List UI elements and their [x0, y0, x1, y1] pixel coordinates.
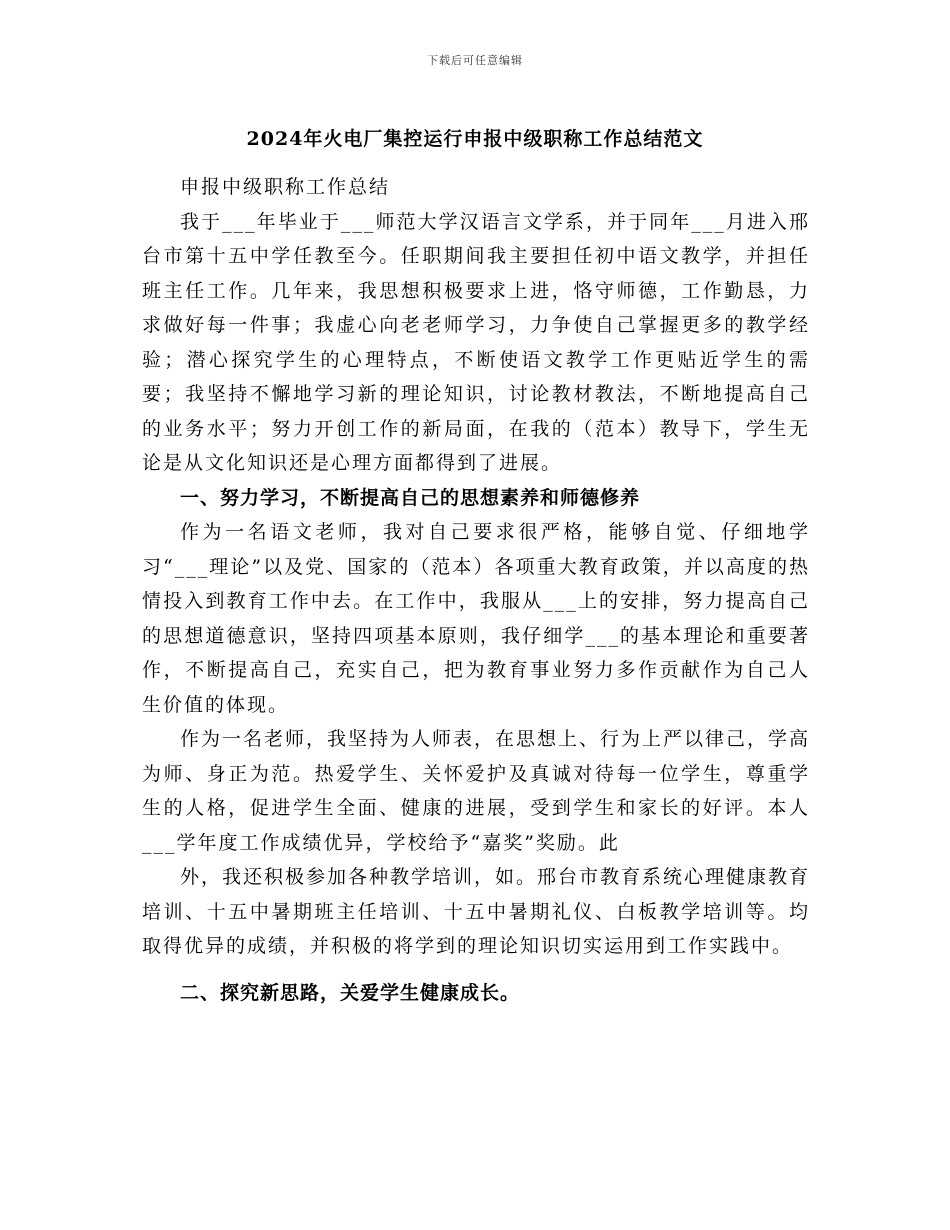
subtitle-paragraph: 申报中级职称工作总结	[180, 176, 391, 198]
header-note: 下载后可任意编辑	[427, 54, 523, 67]
document-body	[142, 170, 810, 1010]
section-heading-2: 二、探究新思路，关爱学生健康成长。	[180, 981, 521, 1004]
intro-paragraph: 我于___年毕业于___师范大学汉语言文学系，并于同年___月进入邢台市第十五中学任教至今。任职期间我主要担任初中语文教学，并担任班主任工作。几年来，我思想积极要求上进，恪守师德，工作勤恳，力求做好每一件事；我虚心向老老师学习，力争使自己掌握更多的教学经验；潜心探究学生的心理特点，不断使语文教学工作更贴近学生的需要；我坚持不懈地学习新的理论知识，讨论教材教法，不断地提高自己的业务水平；努力开创工作的新局面，在我的（范本）教导下，学生无论是从文化知识还是心理方面都得到了进展。	[142, 210, 810, 474]
body-paragraph: 作为一名老师，我坚持为人师表，在思想上、行为上严以律己，学高为师、身正为范。热爱学生、关怀爱护及真诚对待每一位学生，尊重学生的人格，促进学生全面、健康的进展，受到学生和家长的好评。本人___学年度工作成绩优异，学校给予“嘉奖”奖励。此	[142, 728, 811, 854]
body-paragraph: 作为一名语文老师，我对自己要求很严格，能够自觉、仔细地学习“___理论”以及党、国家的（范本）各项重大教育政策，并以高度的热情投入到教育工作中去。在工作中，我服从___上的安排，努力提高自己的思想道德意识，坚持四项基本原则，我仔细学___的基本理论和重要著作，不断提高自己，充实自己，把为教育事业努力多作贡献作为自己人生价值的体现。	[142, 521, 810, 716]
document-title: 2024年火电厂集控运行申报中级职称工作总结范文	[246, 128, 704, 150]
body-paragraph: 外，我还积极参加各种教学培训，如。邢台市教育系统心理健康教育培训、十五中暑期班主任培训、十五中暑期礼仪、白板教学培训等。均取得优异的成绩，并积极的将学到的理论知识切实运用到工作实践中。	[142, 866, 811, 957]
section-heading-1: 一、努力学习，不断提高自己的思想素养和师德修养	[180, 486, 641, 509]
